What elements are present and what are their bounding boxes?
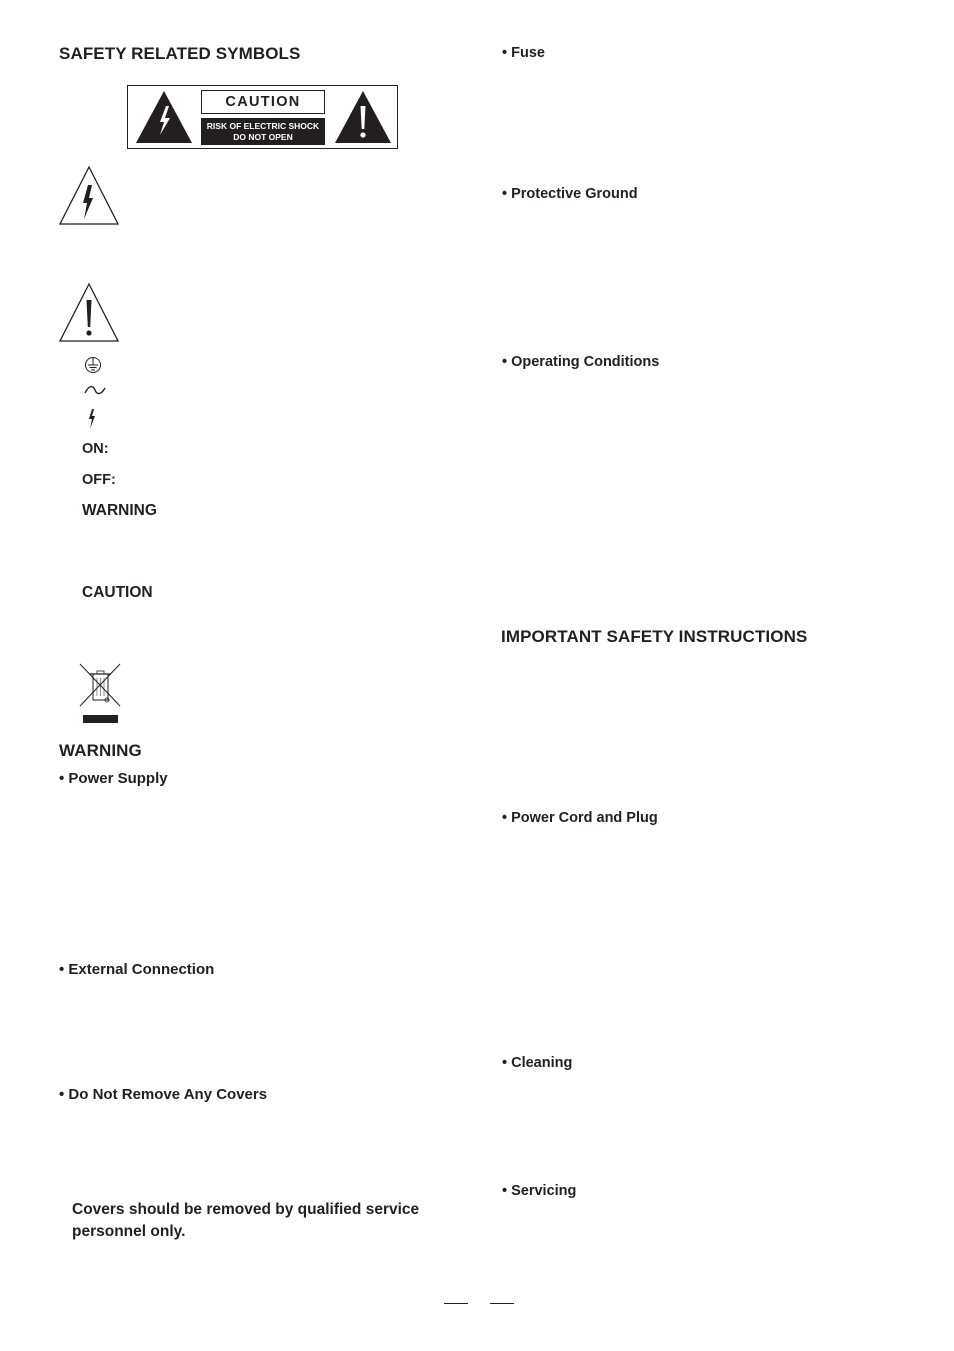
exclamation-triangle-icon <box>58 282 120 344</box>
caution-label <box>127 85 398 149</box>
power-cord-item: • Power Cord and Plug <box>502 810 658 826</box>
power-supply-item: • Power Supply <box>59 770 168 787</box>
operating-conditions-item: • Operating Conditions <box>502 354 660 370</box>
cleaning-item: • Cleaning <box>502 1055 573 1071</box>
important-safety-heading: IMPORTANT SAFETY INSTRUCTIONS <box>501 627 808 646</box>
caution-subtitle: RISK OF ELECTRIC SHOCK DO NOT OPEN <box>201 118 325 145</box>
protective-ground-icon <box>84 355 104 375</box>
do-not-remove-covers-item: • Do Not Remove Any Covers <box>59 1086 268 1103</box>
covers-note: Covers should be removed by qualified service personnel only. <box>72 1201 420 1240</box>
caution-title: CAUTION <box>201 90 325 114</box>
fuse-item: • Fuse <box>502 45 545 61</box>
alternating-current-icon <box>83 384 107 398</box>
footer-line-right <box>490 1303 514 1304</box>
warning-symbol-label: WARNING <box>82 502 157 519</box>
hazardous-live-icon <box>86 408 98 430</box>
exclamation-triangle-icon <box>333 89 393 145</box>
footer-line-left <box>444 1303 468 1304</box>
on-label: ON: <box>82 441 109 457</box>
lightning-triangle-icon <box>134 89 194 145</box>
warning-heading: WARNING <box>59 741 142 760</box>
weee-crossed-bin-icon <box>78 662 124 724</box>
external-connection-item: • External Connection <box>59 961 215 978</box>
lightning-triangle-icon <box>58 165 120 227</box>
caution-symbol-label: CAUTION <box>82 584 153 601</box>
off-label: OFF: <box>82 472 116 488</box>
servicing-item: • Servicing <box>502 1183 577 1199</box>
safety-symbols-heading: SAFETY RELATED SYMBOLS <box>59 44 301 63</box>
protective-ground-item: • Protective Ground <box>502 186 638 202</box>
